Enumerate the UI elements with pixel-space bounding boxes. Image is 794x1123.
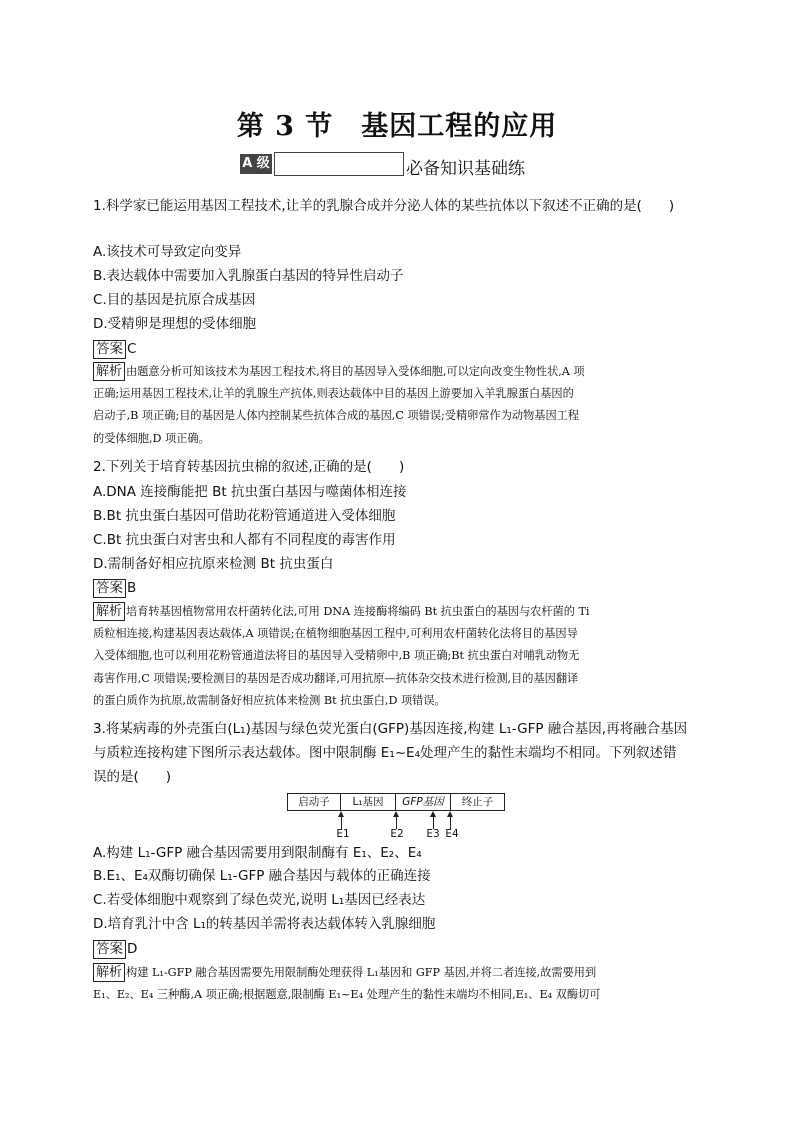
explain-tag: 解析 xyxy=(93,362,125,381)
q2-option-a: A.DNA 连接酶能把 Bt 抗虫蛋白基因与噬菌体相连接 xyxy=(93,484,407,500)
q1-explanation-line: 启动子,B 项正确;目的基因是人体内控制某些抗体合成的基因,C 项错误;受精卵常作为动物基因工程 xyxy=(93,409,580,423)
q2-answer xyxy=(93,578,136,598)
q1-option-b: B.表达载体中需要加入乳腺蛋白基因的特异性启动子 xyxy=(93,268,404,284)
q3-stem-line: 误的是( ) xyxy=(93,769,172,785)
enzyme-label-e4: E4 xyxy=(445,828,459,840)
q3-answer xyxy=(93,939,137,959)
q1-explanation xyxy=(93,361,705,450)
segment-l1-gene: L₁基因 xyxy=(340,793,396,811)
explain-tag: 解析 xyxy=(93,602,125,621)
question-2-stem: 2.下列关于培育转基因抗虫棉的叙述,正确的是( ) xyxy=(93,459,405,475)
level-blank-box xyxy=(274,152,404,176)
q2-explanation xyxy=(93,601,705,712)
enzyme-arrow-e4 xyxy=(450,813,451,829)
q2-explanation-line: 解析 培育转基因植物常用农杆菌转化法,可用 DNA 连接酶将编码 Bt 抗虫蛋白的基因与农杆菌的 Ti xyxy=(93,601,705,623)
answer-tag: 答案 xyxy=(93,579,126,598)
q1-option-d: D.受精卵是理想的受体细胞 xyxy=(93,316,257,332)
enzyme-label-e1: E1 xyxy=(336,828,350,840)
q3-option-b: B.E₁、E₄双酶切确保 L₁-GFP 融合基因与载体的正确连接 xyxy=(93,868,431,884)
enzyme-label-e2: E2 xyxy=(390,828,404,840)
q1-answer xyxy=(93,339,136,359)
q1-option-c: C.目的基因是抗原合成基因 xyxy=(93,292,256,308)
explain-tag: 解析 xyxy=(93,963,125,982)
level-text: 必备知识基础练 xyxy=(406,159,525,179)
enzyme-arrow-e2 xyxy=(396,813,397,829)
q1-explanation-line: 的受体细胞,D 项正确。 xyxy=(93,431,210,445)
segment-promoter: 启动子 xyxy=(287,793,341,811)
q3-option-d: D.培育乳汁中含 L₁的转基因羊需将表达载体转入乳腺细胞 xyxy=(93,916,436,932)
question-3-stem xyxy=(93,717,703,789)
q1-option-a: A.该技术可导致定向变异 xyxy=(93,244,242,260)
q3-explanation xyxy=(93,962,705,1006)
answer-tag: 答案 xyxy=(93,940,126,959)
q3-explanation-line: E₁、E₂、E₄ 三种酶,A 项正确;根据题意,限制酶 E₁~E₄ 处理产生的黏性末端均不相同,E₁、E₄ 双酶切可 xyxy=(93,988,601,1002)
q2-option-c: C.Bt 抗虫蛋白对害虫和人都有不同程度的毒害作用 xyxy=(93,532,396,548)
expression-vector-diagram xyxy=(287,793,507,841)
segment-terminator: 终止子 xyxy=(450,793,505,811)
q1-answer-value: C xyxy=(127,341,137,357)
level-header xyxy=(240,150,560,178)
level-badge: A 级 xyxy=(240,154,272,174)
enzyme-arrow-e1 xyxy=(341,813,342,829)
segment-gfp-gene: GFP基因 xyxy=(395,793,451,811)
q3-option-a: A.构建 L₁-GFP 融合基因需要用到限制酶有 E₁、E₂、E₄ xyxy=(93,845,422,861)
q3-explanation-line: 解析 构建 L₁-GFP 融合基因需要先用限制酶处理获得 L₁基因和 GFP 基因,并将二者连接,故需要用到 xyxy=(93,962,705,984)
q2-explanation-line: 质粒相连接,构建基因表达载体,A 项错误;在植物细胞基因工程中,可利用农杆菌转化法将目的基因导 xyxy=(93,627,578,641)
q3-answer-value: D xyxy=(127,941,138,957)
question-1-stem: 1.科学家已能运用基因工程技术,让羊的乳腺合成并分泌人体的某些抗体以下叙述不正确的是( ) xyxy=(93,198,675,214)
q3-option-c: C.若受体细胞中观察到了绿色荧光,说明 L₁基因已经表达 xyxy=(93,892,426,908)
q2-option-d: D.需制备好相应抗原来检测 Bt 抗虫蛋白 xyxy=(93,556,334,572)
q1-explanation-line: 解析 由题意分析可知该技术为基因工程技术,将目的基因导入受体细胞,可以定向改变生物性状,A 项 xyxy=(93,361,705,383)
enzyme-label-e3: E3 xyxy=(426,828,440,840)
q2-explanation-line: 的蛋白质作为抗原,故需制备好相应抗体来检测 Bt 抗虫蛋白,D 项错误。 xyxy=(93,693,446,707)
q3-stem-line: 与质粒连接构建下图所示表达载体。图中限制酶 E₁~E₄处理产生的黏性末端均不相同。下列叙述错 xyxy=(93,745,677,761)
q3-stem-line: 3.将某病毒的外壳蛋白(L₁)基因与绿色荧光蛋白(GFP)基因连接,构建 L₁-GFP 融合基因,再将融合基因 xyxy=(93,721,688,737)
page-title: 第 3 节 基因工程的应用 xyxy=(236,111,558,142)
q2-explanation-line: 毒害作用,C 项错误;要检测目的基因是否成功翻译,可用抗原—抗体杂交技术进行检测,目的基因翻译 xyxy=(93,671,579,685)
q2-explanation-line: 入受体细胞,也可以利用花粉管通道法将目的基因导入受精卵中,B 项正确;Bt 抗虫蛋白对哺乳动物无 xyxy=(93,649,580,663)
q2-option-b: B.Bt 抗虫蛋白基因可借助花粉管通道进入受体细胞 xyxy=(93,508,396,524)
q1-explanation-line: 正确;运用基因工程技术,让羊的乳腺生产抗体,则表达载体中目的基因上游要加入羊乳腺蛋白基因的 xyxy=(93,387,574,401)
enzyme-arrow-e3 xyxy=(433,813,434,829)
answer-tag: 答案 xyxy=(93,340,126,359)
q2-answer-value: B xyxy=(127,580,137,596)
